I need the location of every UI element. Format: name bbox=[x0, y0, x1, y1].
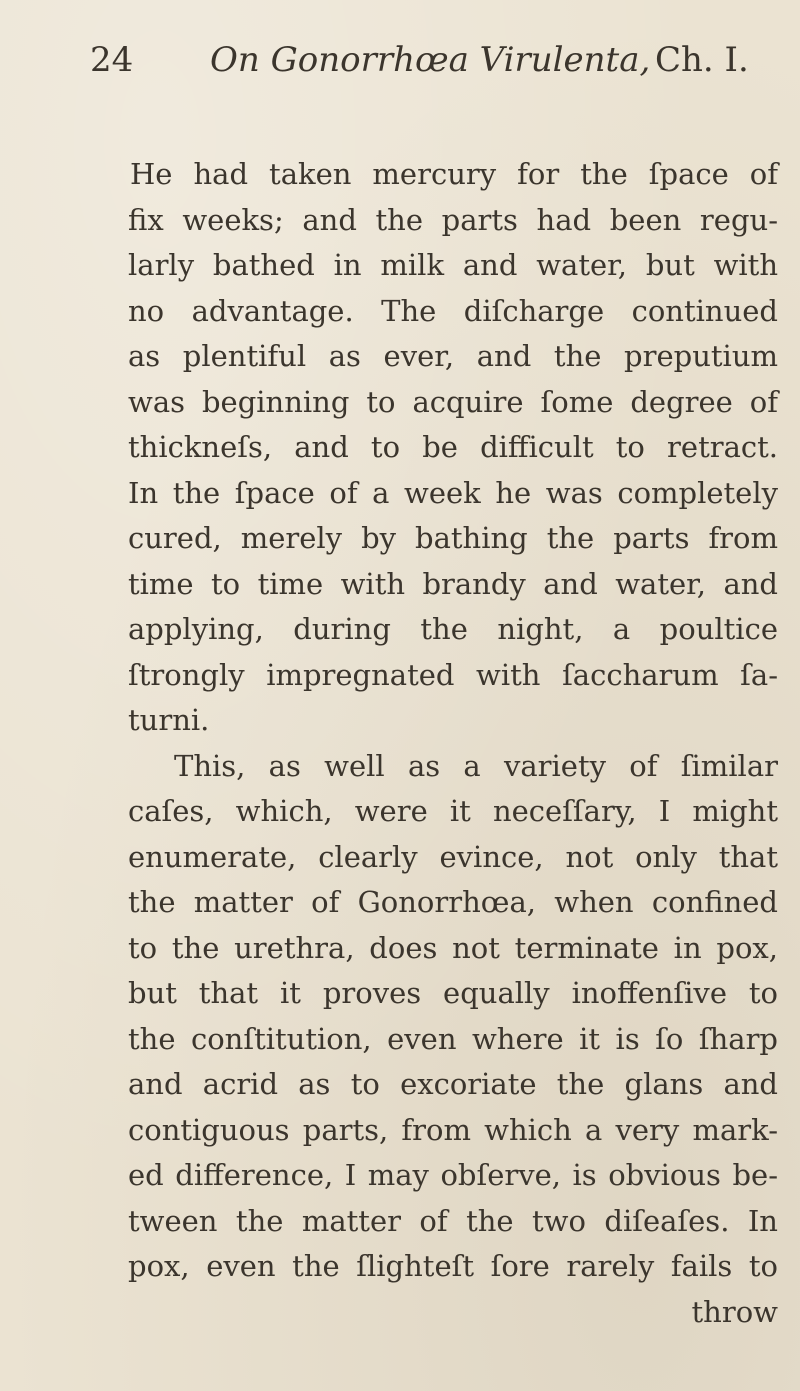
paragraph-start-line: This, as well as a variety of ſimilar bbox=[174, 748, 778, 783]
text-line: larly bathed in milk and water, but with bbox=[128, 248, 778, 282]
text-line: applying, during the night, a poultice bbox=[128, 612, 778, 646]
text-line: enumerate, clearly evince, not only that bbox=[128, 839, 778, 874]
text-line: as plentiful as ever, and the preputium bbox=[128, 339, 778, 373]
body-text bbox=[128, 152, 778, 1335]
text-line: fix weeks; and the parts had been regu- bbox=[128, 202, 778, 237]
text-line: the matter of Gonorrhœa, when confined bbox=[128, 885, 778, 919]
text-line: contiguous parts, from which a very mark- bbox=[128, 1112, 778, 1147]
text-line: was beginning to acquire ſome degree of bbox=[128, 384, 778, 419]
catchword: throw bbox=[691, 1294, 778, 1329]
text-line: pox, even the ſlighteſt ſore rarely fails to bbox=[128, 1249, 778, 1283]
text-line: He had taken mercury for the ſpace of bbox=[130, 157, 778, 191]
text-line: the conſtitution, even where it is ſo ſharp bbox=[128, 1021, 778, 1056]
text-line: cured, merely by bathing the parts from bbox=[128, 521, 778, 555]
text-line: time to time with brandy and water, and bbox=[128, 566, 778, 601]
text-line: ſtrongly impregnated with ſaccharum ſa- bbox=[128, 657, 778, 692]
text-line: to the urethra, does not terminate in pox, bbox=[128, 930, 778, 965]
running-head bbox=[90, 40, 780, 100]
running-title: On Gonorrhœa Virulenta, bbox=[210, 40, 651, 80]
text-line: no advantage. The diſcharge continued bbox=[128, 293, 778, 328]
text-line: ed difference, I may obſerve, is obvious be- bbox=[128, 1158, 778, 1192]
page-number: 24 bbox=[90, 40, 134, 80]
text-line: but that it proves equally inoffenſive to bbox=[128, 976, 778, 1010]
text-line: turni. bbox=[128, 703, 210, 737]
text-line: thickneſs, and to be difficult to retract. bbox=[128, 430, 778, 464]
chapter-reference: Ch. I. bbox=[655, 40, 749, 80]
text-line: caſes, which, were it neceſſary, I might bbox=[128, 794, 778, 828]
text-line: In the ſpace of a week he was completely bbox=[128, 475, 778, 510]
text-line: tween the matter of the two diſeaſes. In bbox=[128, 1203, 778, 1238]
text-line: and acrid as to excoriate the glans and bbox=[128, 1067, 778, 1101]
